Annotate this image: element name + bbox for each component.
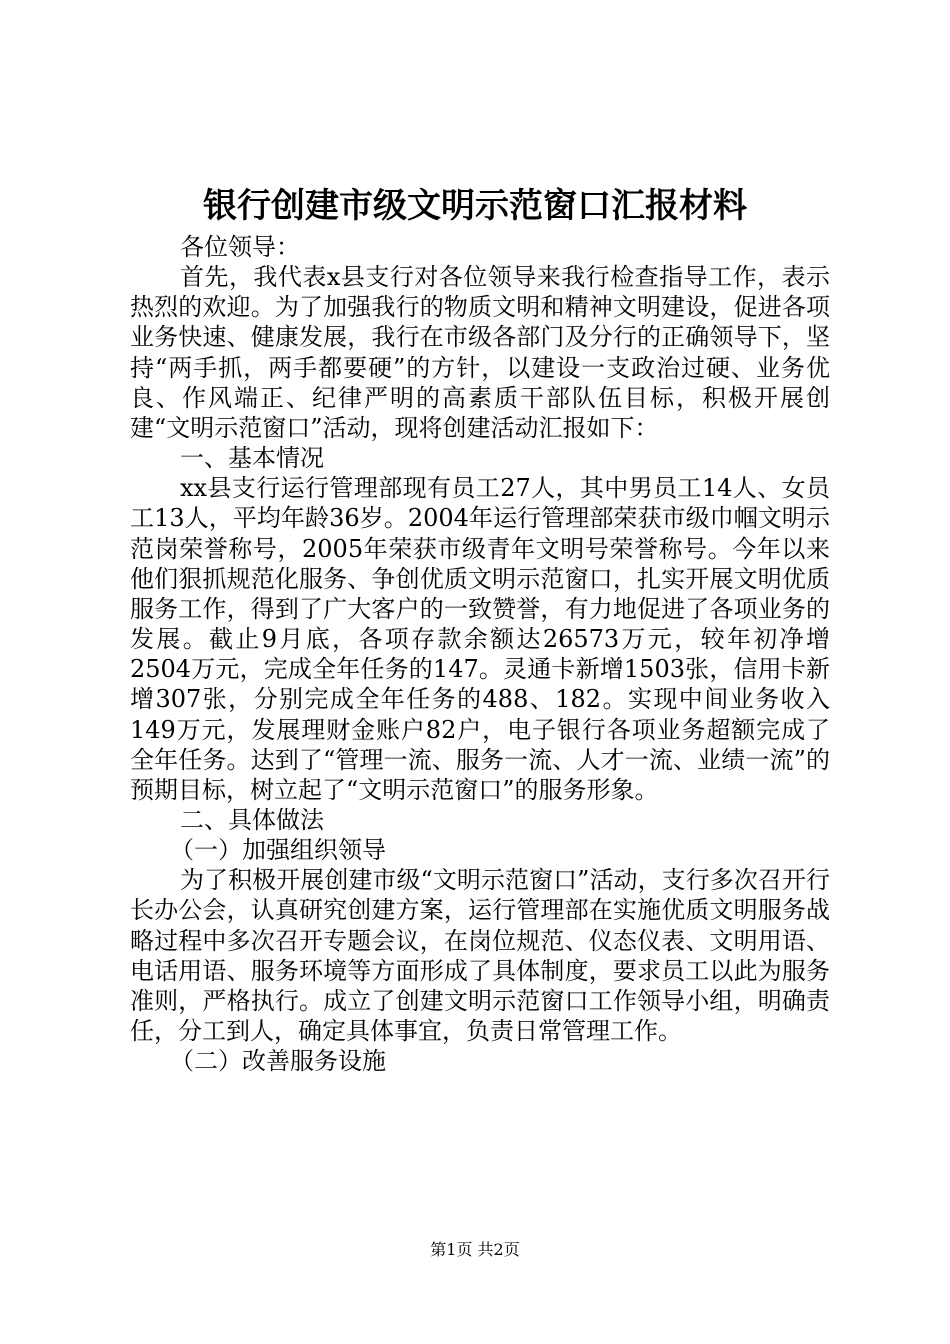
- paragraph: （一）加强组织领导: [170, 836, 386, 865]
- paragraph: xx县支行运行管理部现有员工27人，其中男员工14人、女员工13人，平均年龄36岁。2004年运行管理部荣获市级巾帼文明示范岗荣誉称号，2005年荣获市级青年文明号荣誉称号。今年以来他们狠抓规范化服务、争创优质文明示范窗口，扎实开展文明优质服务工作，得到了广大客户的一致赞誉，有力地促进了各项业务的发展。截止9月底，各项存款余额达26573万元，较年初净增2504万元，完成全年任务的147。灵通卡新增1503张，信用卡新增307张，分别完成全年任务的488、182。实现中间业务收入149万元，发展理财金账户82户，电子银行各项业务超额完成了全年任务。达到了“管理一流、服务一流、人才一流、业绩一流”的预期目标，树立起了“文明示范窗口”的服务形象。: [130, 474, 830, 804]
- paragraph: 首先，我代表x县支行对各位领导来我行检查指导工作，表示热烈的欢迎。为了加强我行的物质文明和精神文明建设，促进各项业务快速、健康发展，我行在市级各部门及分行的正确领导下，坚持“两手抓，两手都要硬”的方针，以建设一支政治过硬、业务优良、作风端正、纪律严明的高素质干部队伍目标，积极开展创建“文明示范窗口”活动，现将创建活动汇报如下：: [130, 263, 830, 442]
- paragraph: 一、基本情况: [180, 444, 324, 473]
- paragraph: 为了积极开展创建市级“文明示范窗口”活动，支行多次召开行长办公会，认真研究创建方案，运行管理部在实施优质文明服务战略过程中多次召开专题会议，在岗位规范、仪态仪表、文明用语、电话用语、服务环境等方面形成了具体制度，要求员工以此为服务准则，严格执行。成立了创建文明示范窗口工作领导小组，明确责任，分工到人，确定具体事宜，负责日常管理工作。: [130, 866, 830, 1046]
- paragraph: 各位领导：: [180, 233, 300, 261]
- paragraph: （二）改善服务设施: [170, 1047, 386, 1076]
- document-title: 银行创建市级文明示范窗口汇报材料: [203, 186, 747, 226]
- page-footer: 第1页 共2页: [430, 1240, 520, 1259]
- document-body: [130, 232, 830, 1076]
- paragraph: 二、具体做法: [180, 805, 324, 834]
